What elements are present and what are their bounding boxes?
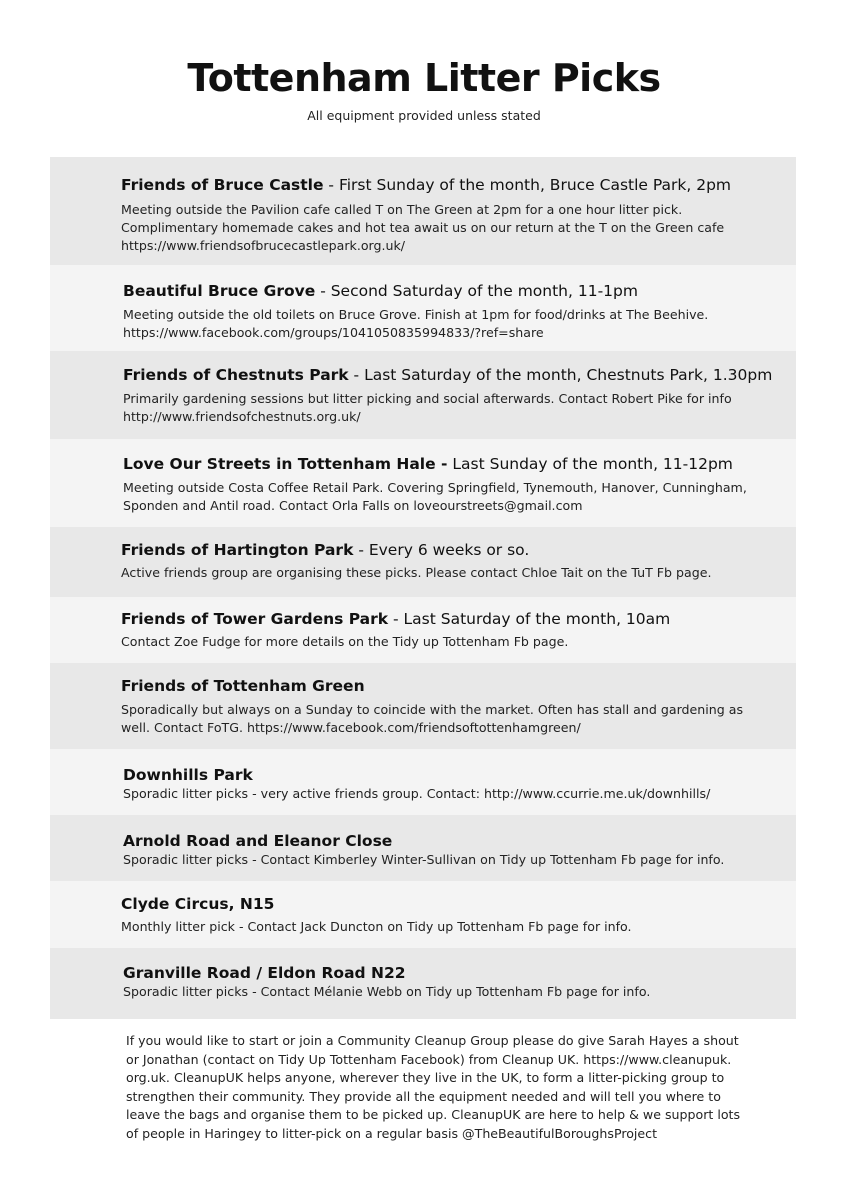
group-description: Contact Zoe Fudge for more details on the Tidy up Tottenham Fb page. <box>121 634 569 649</box>
group-heading <box>123 765 766 785</box>
group-description: well. Contact FoTG. https://www.facebook.com/friendsoftottenhamgreen/ <box>121 720 581 735</box>
group-name: Clyde Circus, N15 <box>121 895 275 913</box>
group-heading <box>121 894 766 914</box>
group-heading <box>123 281 766 301</box>
group-name: Downhills Park <box>123 766 253 784</box>
list-item <box>50 663 796 749</box>
group-heading <box>121 175 766 195</box>
group-description: Sporadic litter picks - very active friends group. Contact: http://www.ccurrie.me.uk/downhills/ <box>123 786 711 801</box>
group-description: Meeting outside the Pavilion cafe called T on The Green at 2pm for a one hour litter pick. <box>121 202 683 217</box>
group-name: Friends of Bruce Castle <box>121 176 324 194</box>
group-schedule: - Last Saturday of the month, 10am <box>388 610 671 628</box>
group-description: Meeting outside the old toilets on Bruce Grove. Finish at 1pm for food/drinks at The Beehive. <box>123 307 709 322</box>
footer-line: or Jonathan (contact on Tidy Up Tottenham Facebook) from Cleanup UK. https://www.cleanupuk. <box>126 1051 732 1067</box>
group-description: Active friends group are organising these picks. Please contact Chloe Tait on the TuT Fb page. <box>121 565 712 580</box>
group-name: Granville Road / Eldon Road N22 <box>123 964 406 982</box>
list-item <box>50 157 796 265</box>
group-name: Arnold Road and Eleanor Close <box>123 832 393 850</box>
group-description: Primarily gardening sessions but litter picking and social afterwards. Contact Robert Pike for info <box>123 391 732 406</box>
group-heading <box>121 609 766 629</box>
group-description: Meeting outside Costa Coffee Retail Park. Covering Springfield, Tynemouth, Hanover, Cunningham, <box>123 480 747 495</box>
group-schedule: Last Sunday of the month, 11-12pm <box>447 455 733 473</box>
group-name: Beautiful Bruce Grove <box>123 282 316 300</box>
group-description: Sporadic litter picks - Contact Kimberley Winter-Sullivan on Tidy up Tottenham Fb page for info. <box>123 852 725 867</box>
group-heading <box>123 365 773 385</box>
page-title: Tottenham Litter Picks <box>187 56 661 100</box>
page-subtitle: All equipment provided unless stated <box>307 108 541 123</box>
list-item <box>50 527 796 597</box>
list-item <box>50 439 796 527</box>
group-description: Complimentary homemade cakes and hot tea await us on our return at the T on the Green cafe <box>121 220 725 235</box>
footer-line: of people in Haringey to litter-pick on a regular basis @TheBeautifulBoroughsProject <box>126 1125 658 1141</box>
group-link: https://www.facebook.com/groups/1041050835994833/?ref=share <box>123 325 544 340</box>
group-name: Love Our Streets in Tottenham Hale - <box>123 455 448 473</box>
footer-line: org.uk. CleanupUK helps anyone, wherever they live in the UK, to form a litter-picking group to <box>126 1070 725 1086</box>
group-name: Friends of Tottenham Green <box>121 677 365 695</box>
group-description: Monthly litter pick - Contact Jack Duncton on Tidy up Tottenham Fb page for info. <box>121 919 632 934</box>
group-name: Friends of Hartington Park <box>121 541 354 559</box>
group-link: http://www.friendsofchestnuts.org.uk/ <box>123 409 361 424</box>
list-item <box>50 881 796 948</box>
group-description: Sporadically but always on a Sunday to coincide with the market. Often has stall and gardening as <box>121 702 744 717</box>
group-name: Friends of Chestnuts Park <box>123 366 349 384</box>
group-name: Friends of Tower Gardens Park <box>121 610 389 628</box>
list-item <box>50 749 796 815</box>
footer-line: strengthen their community. They provide all the equipment needed and will tell you where to <box>126 1088 721 1104</box>
list-item <box>50 948 796 1019</box>
footer-note <box>126 1032 766 1144</box>
group-description: Sporadic litter picks - Contact Mélanie Webb on Tidy up Tottenham Fb page for info. <box>123 984 651 999</box>
list-item <box>50 265 796 351</box>
litter-pick-list <box>50 157 796 1019</box>
group-link: https://www.friendsofbrucecastlepark.org.uk/ <box>121 238 405 253</box>
group-schedule: - First Sunday of the month, Bruce Castle Park, 2pm <box>323 176 732 194</box>
list-item <box>50 597 796 663</box>
list-item <box>50 351 796 439</box>
group-description: Sponden and Antil road. Contact Orla Falls on loveourstreets@gmail.com <box>123 498 583 513</box>
group-schedule: - Every 6 weeks or so. <box>353 541 530 559</box>
group-heading <box>123 454 766 474</box>
group-heading <box>123 963 766 983</box>
group-heading <box>121 676 766 696</box>
footer-line: leave the bags and organise them to be picked up. CleanupUK are here to help & we support lots <box>126 1107 741 1123</box>
group-schedule: - Last Saturday of the month, Chestnuts Park, 1.30pm <box>348 366 773 384</box>
group-schedule: - Second Saturday of the month, 11-1pm <box>315 282 638 300</box>
footer-line: If you would like to start or join a Community Cleanup Group please do give Sarah Hayes a shout <box>126 1033 739 1048</box>
group-heading <box>123 831 766 851</box>
list-item <box>50 815 796 881</box>
group-heading <box>121 540 766 560</box>
